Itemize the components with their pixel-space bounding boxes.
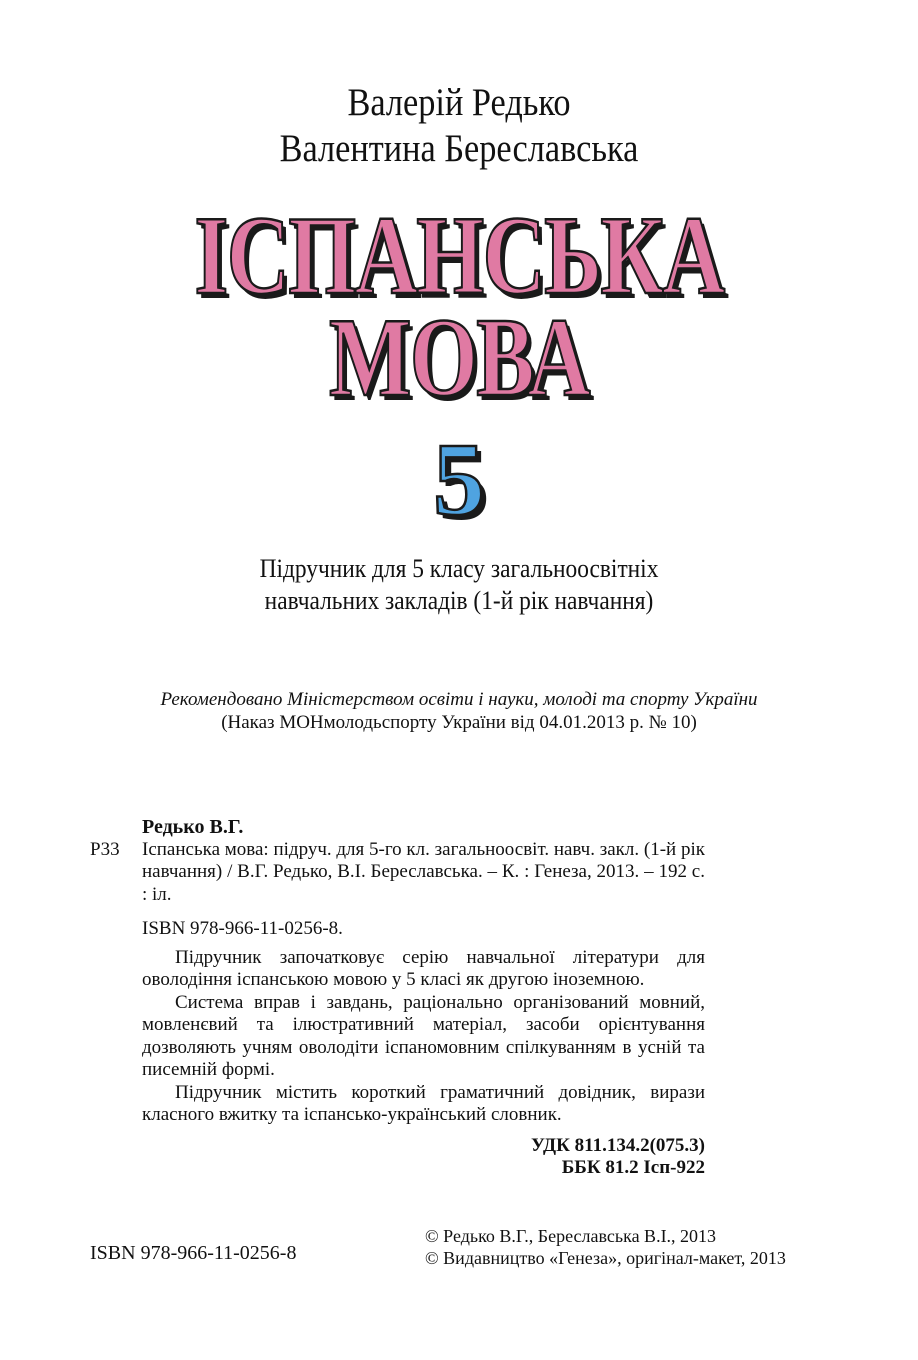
copyright-line-2: © Видавництво «Генеза», оригінал-макет, 2013 <box>425 1248 786 1268</box>
classification <box>90 1135 705 1180</box>
biblio-isbn: ISBN 978-966-11-0256-8. <box>142 918 343 939</box>
bbk-code: ББК 81.2 Ісп-922 <box>561 1157 705 1178</box>
bibliographic-record <box>90 816 705 1180</box>
recommendation-line-2: (Наказ МОНмолодьспорту України від 04.01.2013 р. № 10) <box>221 712 697 733</box>
biblio-author: Редько В.Г. <box>142 816 244 838</box>
udk-code: УДК 811.134.2(075.3) <box>531 1134 705 1156</box>
grade-number: 5 <box>433 422 485 537</box>
title-line-1: ІСПАНСЬКА <box>194 194 724 318</box>
author-2: Валентина Береславська <box>279 127 639 170</box>
recommendation-line-1: Рекомендовано Міністерством освіти і науки, молоді та спорту України <box>160 689 758 710</box>
biblio-code: Р33 <box>90 838 120 860</box>
annotation-paragraph-3: Підручник містить короткий граматичний довідник, вирази класного вжитку та іспансько-український словник. <box>142 1081 705 1125</box>
annotation-paragraph-1: Підручник започатковує серію навчальної літератури для оволодіння іспанською мовою у 5 класі як другою іноземною. <box>142 946 705 990</box>
authors <box>0 80 918 172</box>
isbn-bottom: ISBN 978-966-11-0256-8 <box>90 1242 297 1264</box>
biblio-annotation <box>90 947 705 1127</box>
copyright <box>425 1225 786 1269</box>
subtitle-line-1: Підручник для 5 класу загальноосвітніх <box>259 554 659 583</box>
subtitle-line-2: навчальних закладів (1-й рік навчання) <box>264 586 654 615</box>
annotation-paragraph-2: Система вправ і завдань, раціонально організований мовний, мовленєвий та ілюстративний матеріал, засоби орієнтування дозволяють учням оволодіти іспаномовним спілкуванням в усній та писемній формі. <box>142 991 705 1080</box>
title-line-2: МОВА <box>328 296 590 420</box>
recommendation <box>0 688 918 734</box>
subtitle <box>0 553 918 617</box>
author-1: Валерій Редько <box>347 81 571 124</box>
book-title <box>0 194 918 420</box>
biblio-entry-text: Іспанська мова: підруч. для 5-го кл. загальноосвіт. навч. закл. (1-й рік навчання) / В.Г. Редько, В.І. Береславська. – К. : Генеза, 2013. – 192 с. : іл. <box>142 838 705 905</box>
copyright-line-1: © Редько В.Г., Береславська В.І., 2013 <box>425 1226 717 1246</box>
biblio-entry <box>90 839 705 907</box>
